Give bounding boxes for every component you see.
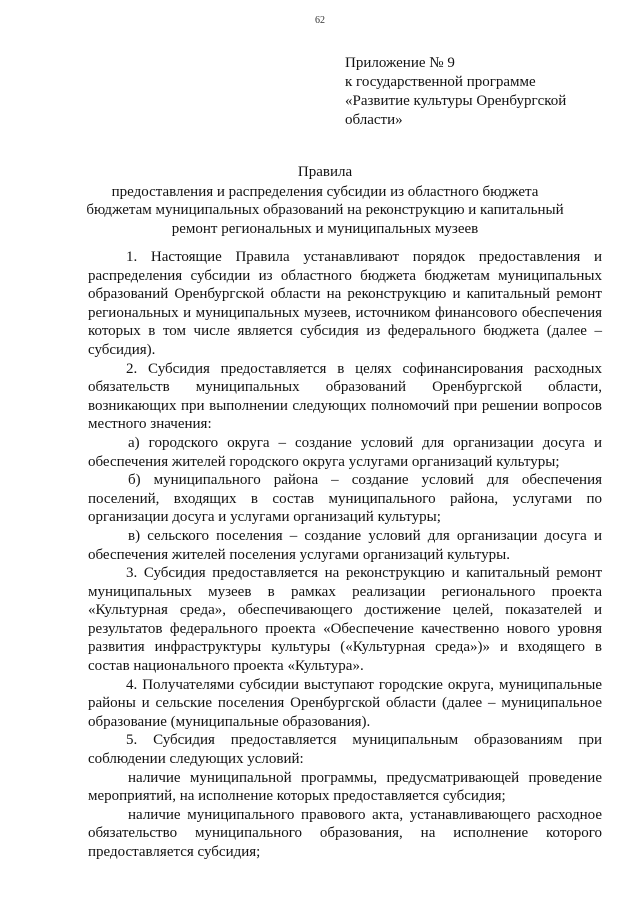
appendix-line: к государственной программе bbox=[345, 74, 536, 90]
paragraph: 1. Настоящие Правила устанавливают порядок предоставления и распределения субсидии из областного бюджета бюджетам муниципальных образований Оренбургской области на реконструкцию и капитальный ремонт региональных и муниципальных музеев, источником финансового обеспечения которых в том числе является субсидия из федерального бюджета (далее – субсидия). bbox=[88, 249, 602, 358]
document-title bbox=[70, 163, 580, 238]
paragraph: наличие муниципальной программы, предусматривающей проведение мероприятий, на исполнение которых предоставляется субсидия; bbox=[88, 769, 602, 805]
title-heading: Правила bbox=[297, 164, 353, 180]
paragraph: 4. Получателями субсидии выступают городские округа, муниципальные районы и сельские поселения Оренбургской области (далее – муниципальное образование (муниципальные образования). bbox=[88, 676, 602, 730]
paragraph: 2. Субсидия предоставляется в целях софинансирования расходных обязательств муниципальных образований Оренбургской области, возникающих при выполнении следующих полномочий при решении вопросов местного значения: bbox=[88, 360, 602, 433]
paragraph: наличие муниципального правового акта, устанавливающего расходное обязательство муниципального образования, на исполнение которого предоставляется субсидия; bbox=[88, 806, 602, 860]
document-body bbox=[88, 248, 602, 862]
paragraph: а) городского округа – создание условий для организации досуга и обеспечения жителей городского округа услугами организаций культуры; bbox=[88, 434, 602, 470]
title-line: ремонт региональных и муниципальных музеев bbox=[171, 220, 479, 237]
paragraph: 3. Субсидия предоставляется на реконструкцию и капитальный ремонт муниципальных музеев в рамках реализации регионального проекта «Культурная среда», обеспечивающего достижение целей, показателей и результатов федерального проекта «Обеспечение качественно нового уровня развития инфраструктуры культуры («Культурная среда»)» и входящего в состав национального проекта «Культура». bbox=[88, 565, 602, 675]
page-number: 62 bbox=[315, 15, 325, 26]
appendix-line: области» bbox=[345, 112, 403, 128]
title-line: бюджетам муниципальных образований на реконструкцию и капитальный bbox=[86, 202, 564, 218]
appendix-line: «Развитие культуры Оренбургской bbox=[345, 93, 567, 109]
paragraph: б) муниципального района – создание условий для обеспечения поселений, входящих в состав муниципального района, услугами по организации досуга и услугами организаций культуры; bbox=[88, 472, 602, 526]
appendix-header bbox=[345, 54, 615, 130]
appendix-line: Приложение № 9 bbox=[345, 55, 455, 71]
paragraph: в) сельского поселения – создание условий для организации досуга и обеспечения жителей поселения услугами организаций культуры. bbox=[88, 527, 602, 563]
paragraph: 5. Субсидия предоставляется муниципальным образованиям при соблюдении следующих условий: bbox=[88, 732, 602, 768]
title-line: предоставления и распределения субсидии из областного бюджета bbox=[111, 183, 539, 200]
